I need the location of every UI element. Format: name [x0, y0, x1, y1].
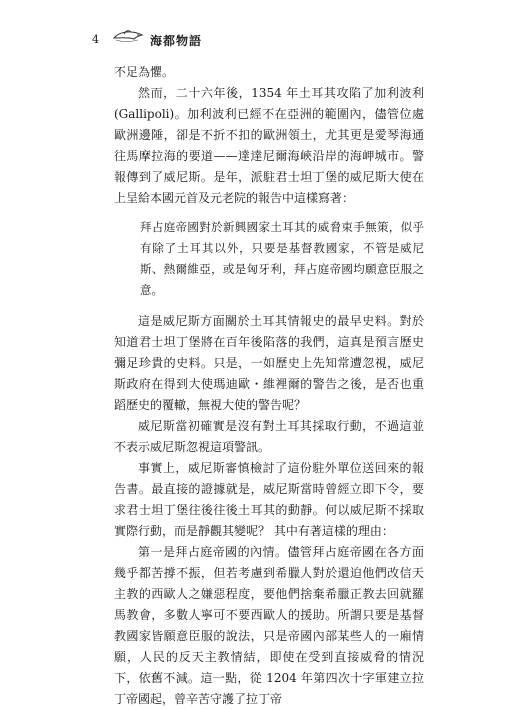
page-body [114, 62, 424, 710]
paragraph-review: 事實上，威尼斯審慎檢討了這份駐外單位送回來的報告書。最直接的證據就是，威尼斯當時曾經立即下令，要求君士坦丁堡往後往後土耳其的動靜。何以威尼斯不採取實際行動，而是靜觀其變呢？ 其中有著這樣的理由： [114, 461, 424, 538]
paragraph-gallipoli: 然而，二十六年後，1354 年土耳其攻陷了加利波利 (Gallipoli)。加利波利已經不在亞洲的範圍內，儘管位處歐洲邊陲，卻是不折不扣的歐洲領土，尤其更是愛琴海通往馬摩拉海的要道——達達尼爾海峽沿岸的海岬城市。警報傳到了威尼斯。是年，派駐君士坦丁堡的威尼斯大使在上呈給本國元首及元老院的報告中這樣寫著： [114, 86, 424, 205]
paragraph-continuation: 不足為懼。 [114, 65, 175, 79]
ambassador-report-quote [114, 217, 424, 301]
book-title: 海都物語 [150, 34, 203, 48]
page-number: 4 [92, 33, 99, 46]
dolphin-logo-icon [112, 28, 146, 44]
paragraph-intelligence-history: 這是威尼斯方面關於土耳其情報史的最早史料。對於知道君士坦丁堡將在百年後陷落的我們，這真是預言歷史彌足珍貴的史料。只是，一如歷史上先知常遭忽視，威尼斯政府在得到大使瑪迪歐・維裡爾的警告之後，是否也重蹈歷史的覆轍，無視大使的警告呢？ [114, 314, 424, 412]
paragraph-no-action: 威尼斯當初確實是沒有對土耳其採取行動，不過這並不表示威尼斯忽視這項警訊。 [114, 419, 424, 454]
quote-text: 拜占庭帝國對於新興國家土耳其的威脅束手無策，似乎有除了土耳其以外，只要是基督教國家，不管是威尼斯、熱爾維亞，或是匈牙利，拜占庭帝國均願意臣服之意。 [140, 220, 424, 297]
paragraph-first-reason: 第一是拜占庭帝國的內情。儘管拜占庭帝國在各方面幾乎都苦撐不振，但若考慮到希臘人對於還迫他們改信天主教的西歐人之嫌惡程度，要他們捨棄希臘正教去回就羅馬教會，多數人寧可不要西歐人的援助。所謂只要是基督教國家皆願意臣服的說法，只是帝國內部某些人的一廂情願，人民的反天主教情結，即使在受到直接威脅的情況下，依舊不減。這一點，從 1204 年第四次十字軍建立拉丁帝國起，曾辛苦守護了拉丁帝 [114, 545, 424, 706]
